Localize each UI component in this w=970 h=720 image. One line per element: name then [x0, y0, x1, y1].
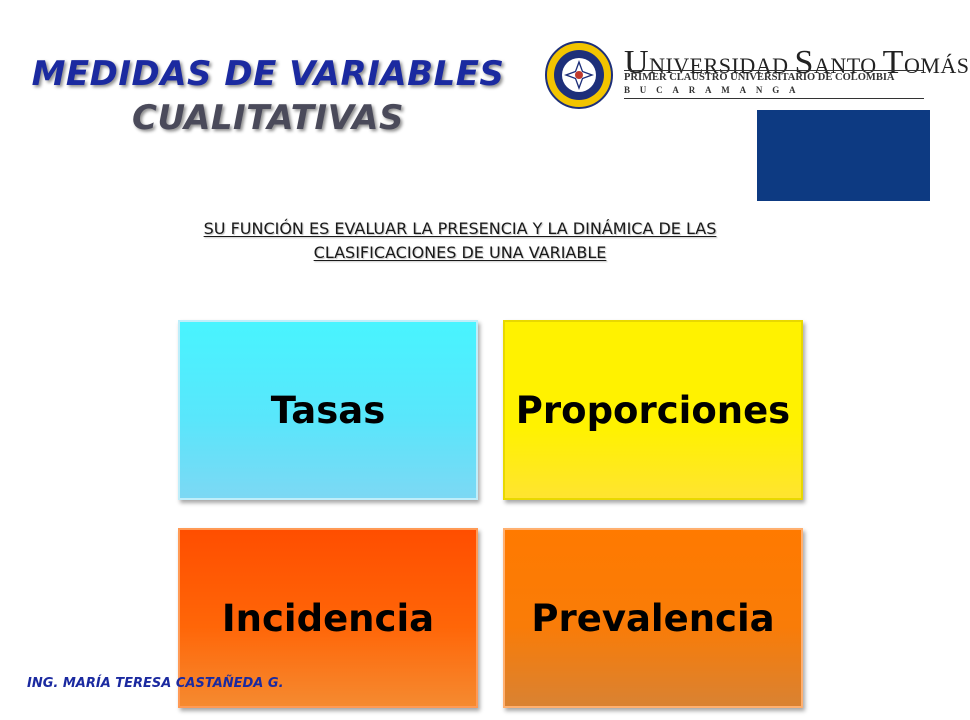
author-credit: ING. MARÍA TERESA CASTAÑEDA G.	[27, 676, 284, 691]
title-line-1: MEDIDAS DE VARIABLES	[31, 54, 505, 94]
box-prevalencia: Prevalencia	[503, 528, 803, 708]
university-logo	[544, 40, 970, 110]
university-seal-icon	[544, 40, 614, 110]
university-name: UNIVERSIDAD SANTO TOMÁS	[624, 44, 970, 81]
slide-title	[18, 52, 518, 140]
slide-subtitle	[60, 217, 860, 265]
box-tasas: Tasas	[178, 320, 478, 500]
box-proporciones: Proporciones	[503, 320, 803, 500]
box-incidencia: Incidencia	[178, 528, 478, 708]
university-city: BUCARAMANGA	[624, 85, 924, 99]
title-line-2: CUALITATIVAS	[132, 98, 404, 138]
subtitle-line-1: SU FUNCIÓN ES EVALUAR LA PRESENCIA Y LA DINÁMICA DE LAS	[203, 219, 717, 238]
subtitle-line-2: CLASIFICACIONES DE UNA VARIABLE	[313, 243, 607, 262]
university-tagline: PRIMER CLAUSTRO UNIVERSITARIO DE COLOMBIA	[624, 70, 924, 83]
decorative-blue-block	[757, 110, 930, 201]
